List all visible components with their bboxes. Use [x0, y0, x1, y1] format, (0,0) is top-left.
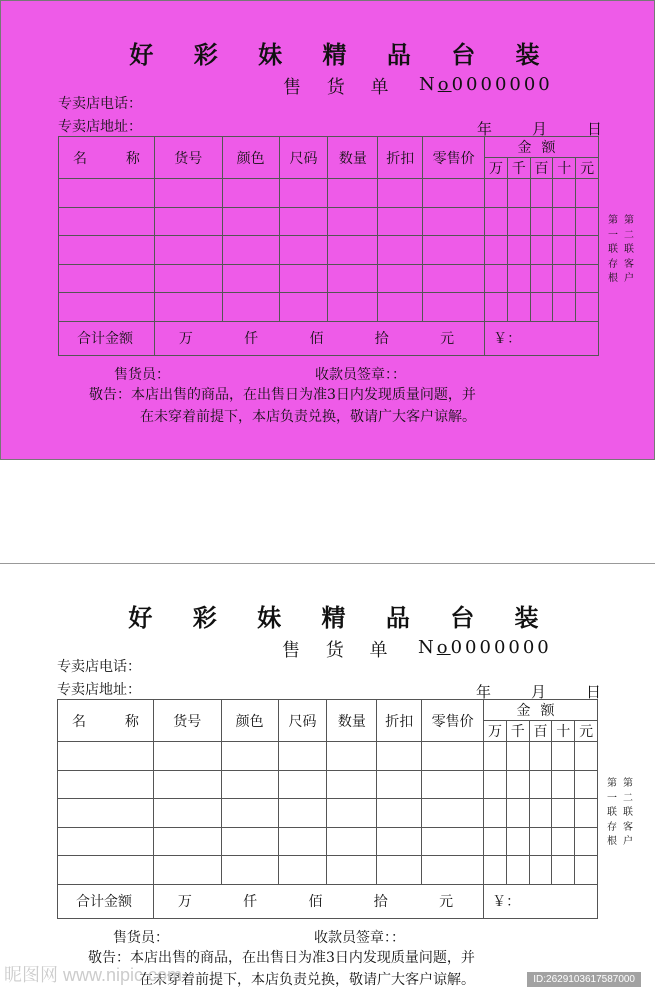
- cell[interactable]: [278, 856, 327, 885]
- cell[interactable]: [484, 827, 507, 856]
- notice-line-1: 敬告：本店出售的商品，在出售日为准3日内发现质量问题，并: [88, 950, 475, 966]
- serial-prefix: N: [419, 74, 438, 95]
- cell[interactable]: [576, 293, 599, 322]
- notice-line-2: 在未穿着前提下，本店负责兑换，敬请广大客户谅解。: [140, 409, 476, 425]
- cell[interactable]: [553, 264, 576, 293]
- cell[interactable]: [328, 264, 378, 293]
- col-code: 货号: [153, 700, 221, 742]
- copy-first: 第 一 联 存 根: [608, 215, 618, 284]
- col-name: 名 称: [59, 137, 155, 179]
- cell[interactable]: [530, 207, 553, 236]
- total-units: 万 仟 佰 拾 元: [154, 321, 484, 355]
- cell[interactable]: [575, 742, 598, 771]
- cell[interactable]: [377, 799, 422, 828]
- cell[interactable]: [575, 799, 598, 828]
- cell[interactable]: [529, 827, 552, 856]
- cell[interactable]: [153, 770, 221, 799]
- cell[interactable]: [58, 742, 154, 771]
- cell[interactable]: [575, 856, 598, 885]
- cell[interactable]: [222, 179, 279, 208]
- cell[interactable]: [59, 207, 155, 236]
- cell[interactable]: [553, 293, 576, 322]
- cell[interactable]: [221, 770, 278, 799]
- total-row: [59, 321, 599, 355]
- cell[interactable]: [507, 293, 530, 322]
- cell[interactable]: [423, 179, 485, 208]
- date-month: 月: [530, 683, 546, 701]
- col-qty: 数量: [327, 700, 377, 742]
- cell[interactable]: [328, 293, 378, 322]
- cell[interactable]: [328, 179, 378, 208]
- cell[interactable]: [530, 179, 553, 208]
- col-color: 颜色: [222, 137, 279, 179]
- watermark-id: ID:2629103617587000: [527, 972, 641, 987]
- copy-second: 第 二 联 客 户: [623, 778, 633, 847]
- cell[interactable]: [279, 179, 328, 208]
- cell[interactable]: [59, 236, 155, 265]
- col-name: 名 称: [58, 700, 154, 742]
- receipt-white: [0, 563, 655, 993]
- cell[interactable]: [507, 207, 530, 236]
- cell[interactable]: [575, 827, 598, 856]
- table-row: [59, 293, 599, 322]
- cell[interactable]: [485, 264, 508, 293]
- cell[interactable]: [222, 264, 279, 293]
- cell[interactable]: [278, 827, 327, 856]
- table-row: [59, 179, 599, 208]
- cell[interactable]: [529, 770, 552, 799]
- receipt-subtitle: 售 货 单: [282, 640, 398, 661]
- col-qty: 数量: [328, 137, 378, 179]
- cell[interactable]: [154, 264, 222, 293]
- table-row: [58, 856, 598, 885]
- total-label: 合计金额: [58, 884, 154, 918]
- unit-wan: 万: [485, 158, 508, 179]
- cell[interactable]: [378, 293, 423, 322]
- cell[interactable]: [221, 827, 278, 856]
- cell[interactable]: [154, 293, 222, 322]
- phone-label: 专卖店电话：: [57, 659, 141, 675]
- cell[interactable]: [530, 236, 553, 265]
- unit-bai: 百: [529, 721, 552, 742]
- cell[interactable]: [529, 742, 552, 771]
- table-row: [58, 799, 598, 828]
- col-price: 零售价: [422, 700, 484, 742]
- cell[interactable]: [530, 293, 553, 322]
- seller-label: 售货员：: [113, 930, 169, 946]
- serial-number: [418, 637, 552, 658]
- serial-number: [419, 74, 553, 95]
- cell[interactable]: [59, 179, 155, 208]
- cell[interactable]: [422, 799, 484, 828]
- cell[interactable]: [327, 742, 377, 771]
- serial-o: o: [436, 637, 451, 658]
- cell[interactable]: [377, 742, 422, 771]
- cell[interactable]: [553, 179, 576, 208]
- copy-labels: [607, 777, 633, 850]
- cashier-label: 收款员签章：：: [314, 930, 405, 946]
- table-row: [59, 264, 599, 293]
- serial-o: o: [437, 74, 452, 95]
- cell[interactable]: [575, 770, 598, 799]
- cell[interactable]: [422, 742, 484, 771]
- cell[interactable]: [506, 856, 529, 885]
- cell[interactable]: [154, 236, 222, 265]
- total-row: [58, 884, 598, 918]
- unit-wan: 万: [484, 721, 507, 742]
- total-yuan[interactable]: ￥：: [485, 321, 599, 355]
- cell[interactable]: [59, 264, 155, 293]
- cell[interactable]: [327, 856, 377, 885]
- col-color: 颜色: [221, 700, 278, 742]
- total-units: 万 仟 佰 拾 元: [153, 884, 483, 918]
- cell[interactable]: [378, 236, 423, 265]
- col-size: 尺码: [279, 137, 328, 179]
- cell[interactable]: [485, 179, 508, 208]
- cell[interactable]: [279, 293, 328, 322]
- receipt-subtitle: 售 货 单: [283, 77, 399, 98]
- cell[interactable]: [485, 236, 508, 265]
- cell[interactable]: [222, 207, 279, 236]
- date-month: 月: [531, 120, 547, 138]
- table-row: [58, 770, 598, 799]
- cell[interactable]: [552, 742, 575, 771]
- serial-prefix: N: [418, 637, 437, 658]
- cell[interactable]: [222, 236, 279, 265]
- date-day: 日: [586, 120, 602, 138]
- total-yuan[interactable]: ￥：: [484, 884, 598, 918]
- cell[interactable]: [58, 856, 154, 885]
- goods-table: [58, 136, 599, 356]
- cell[interactable]: [327, 827, 377, 856]
- cell[interactable]: [422, 770, 484, 799]
- watermark-logo: 昵图网 www.nipic.com: [4, 965, 183, 985]
- cell[interactable]: [221, 742, 278, 771]
- cell[interactable]: [485, 207, 508, 236]
- cell[interactable]: [484, 770, 507, 799]
- col-amount: 金额: [484, 700, 598, 721]
- cell[interactable]: [221, 799, 278, 828]
- cell[interactable]: [222, 293, 279, 322]
- unit-yuan: 元: [575, 721, 598, 742]
- cell[interactable]: [576, 179, 599, 208]
- notice-line-2: 在未穿着前提下，本店负责兑换，敬请广大客户谅解。: [139, 972, 475, 988]
- cell[interactable]: [576, 264, 599, 293]
- unit-yuan: 元: [576, 158, 599, 179]
- notice-line-1: 敬告：本店出售的商品，在出售日为准3日内发现质量问题，并: [89, 387, 476, 403]
- cashier-label: 收款员签章：：: [315, 367, 406, 383]
- unit-bai: 百: [530, 158, 553, 179]
- cell[interactable]: [279, 264, 328, 293]
- cell[interactable]: [153, 827, 221, 856]
- cell[interactable]: [484, 856, 507, 885]
- phone-label: 专卖店电话：: [58, 96, 142, 112]
- cell[interactable]: [377, 856, 422, 885]
- cell[interactable]: [423, 264, 485, 293]
- copy-first: 第 一 联 存 根: [607, 778, 617, 847]
- cell[interactable]: [328, 207, 378, 236]
- cell[interactable]: [506, 742, 529, 771]
- cell[interactable]: [552, 799, 575, 828]
- unit-qian: 千: [507, 158, 530, 179]
- cell[interactable]: [507, 179, 530, 208]
- cell[interactable]: [278, 742, 327, 771]
- seller-label: 售货员：: [114, 367, 170, 383]
- cell[interactable]: [529, 799, 552, 828]
- col-discount: 折扣: [378, 137, 423, 179]
- cell[interactable]: [59, 293, 155, 322]
- col-size: 尺码: [278, 700, 327, 742]
- cell[interactable]: [221, 856, 278, 885]
- receipt-title: 好 彩 妹 精 品 台 装: [129, 40, 556, 69]
- copy-labels: [608, 214, 634, 287]
- cell[interactable]: [530, 264, 553, 293]
- receipt-pink: [0, 0, 655, 460]
- cell[interactable]: [328, 236, 378, 265]
- col-price: 零售价: [423, 137, 485, 179]
- col-discount: 折扣: [377, 700, 422, 742]
- cell[interactable]: [327, 770, 377, 799]
- col-amount: 金额: [485, 137, 599, 158]
- cell[interactable]: [153, 799, 221, 828]
- cell[interactable]: [423, 207, 485, 236]
- cell[interactable]: [378, 179, 423, 208]
- cell[interactable]: [377, 770, 422, 799]
- table-row: [58, 827, 598, 856]
- address-label: 专卖店地址：: [58, 119, 142, 135]
- cell[interactable]: [506, 827, 529, 856]
- date-year: 年: [477, 120, 493, 138]
- cell[interactable]: [279, 236, 328, 265]
- cell[interactable]: [279, 207, 328, 236]
- col-code: 货号: [154, 137, 222, 179]
- cell[interactable]: [484, 742, 507, 771]
- notice: [89, 384, 476, 428]
- cell[interactable]: [377, 827, 422, 856]
- cell[interactable]: [552, 770, 575, 799]
- goods-table: [57, 699, 598, 919]
- cell[interactable]: [553, 207, 576, 236]
- unit-shi: 十: [553, 158, 576, 179]
- cell[interactable]: [484, 799, 507, 828]
- cell[interactable]: [422, 827, 484, 856]
- serial-digits: 0000000: [450, 637, 552, 658]
- cell[interactable]: [378, 264, 423, 293]
- cell[interactable]: [553, 236, 576, 265]
- cell[interactable]: [153, 742, 221, 771]
- copy-second: 第 二 联 客 户: [624, 215, 634, 284]
- receipt-title: 好 彩 妹 精 品 台 装: [128, 603, 555, 632]
- address-label: 专卖店地址：: [57, 682, 141, 698]
- cell[interactable]: [552, 827, 575, 856]
- cell[interactable]: [507, 264, 530, 293]
- total-label: 合计金额: [59, 321, 155, 355]
- cell[interactable]: [529, 856, 552, 885]
- cell[interactable]: [58, 770, 154, 799]
- date-year: 年: [476, 683, 492, 701]
- table-row: [58, 742, 598, 771]
- cell[interactable]: [422, 856, 484, 885]
- cell[interactable]: [327, 799, 377, 828]
- cell[interactable]: [154, 207, 222, 236]
- cell[interactable]: [423, 236, 485, 265]
- cell[interactable]: [153, 856, 221, 885]
- cell[interactable]: [278, 799, 327, 828]
- cell[interactable]: [485, 293, 508, 322]
- table-row: [59, 207, 599, 236]
- cell[interactable]: [576, 236, 599, 265]
- cell[interactable]: [507, 236, 530, 265]
- cell[interactable]: [552, 856, 575, 885]
- serial-digits: 0000000: [451, 74, 553, 95]
- cell[interactable]: [506, 770, 529, 799]
- cell[interactable]: [423, 293, 485, 322]
- cell[interactable]: [154, 179, 222, 208]
- date-day: 日: [585, 683, 601, 701]
- cell[interactable]: [378, 207, 423, 236]
- cell[interactable]: [506, 799, 529, 828]
- cell[interactable]: [58, 799, 154, 828]
- cell[interactable]: [576, 207, 599, 236]
- unit-qian: 千: [506, 721, 529, 742]
- cell[interactable]: [278, 770, 327, 799]
- unit-shi: 十: [552, 721, 575, 742]
- cell[interactable]: [58, 827, 154, 856]
- table-row: [59, 236, 599, 265]
